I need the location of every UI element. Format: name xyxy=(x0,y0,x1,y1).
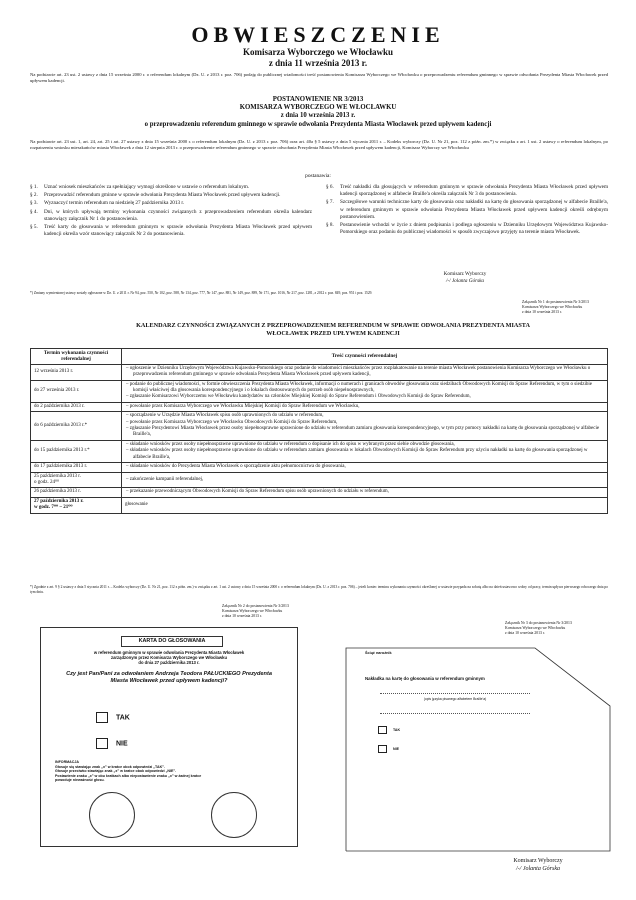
overlay-corner-note: Ściąć narożnik xyxy=(365,651,392,655)
calendar-row xyxy=(31,412,608,441)
calendar-date: do 6 października 2013 r.* xyxy=(31,412,122,441)
resolution-paragraph xyxy=(30,192,312,199)
calendar-footnote: *) Zgodnie z art. 9 § 2 ustawy z dnia 5 stycznia 2011 r. – Kodeks wyborczy (Dz. U. Nr 21, poz. 112 z późn. zm.) w związku z art. 1 ust. 2 ustawy z dnia 15 września 2000 r. o referendum lokalnym (Dz. U. z 2013 r. poz. 706) – jeżeli koniec terminu wykonania czynności określonej w ustawie przypada na sobotę albo na dzień ustawowo wolny od pracy, termin upływa pierwszego roboczego dnia po tym dniu. xyxy=(30,585,608,594)
calendar-action xyxy=(122,440,608,462)
ballot-info-line: Postawienie znaku „x” w obu kratkach albo niepostawienie znaku „x” w żadnej kratce powoduje nieważność głosu. xyxy=(55,773,202,783)
resolution-paragraph xyxy=(326,184,608,198)
resolution-basis: Na podstawie art. 23 ust. 1, art. 24, art. 25 i art. 27 ustawy z dnia 15 września 2000 r. o referendum lokalnym (Dz. U. z 2013 r. poz. 706) oraz art. 40a § 5 ustawy z dnia 5 stycznia 2011 r. – Kodeks wyborczy (Dz. U. Nr 21, poz. 112 z późn. zm.*) w związku z art. 1 ust. 2 ustawy o referendum lokalnym, po rozpatrzeniu wniosku mieszkańców miasta Włocławek z dnia 12 sierpnia 2013 r. o przeprowadzenie referendum gminnego w sprawie odwołania Prezydenta Miasta Włocławek przed upływem kadencji, Komisarz Wyborczy we Włocławku xyxy=(30,139,608,151)
calendar-action-item: – składanie wniosków przez osoby niepełnosprawne uprawnione do udziału w referendum o dopisanie ich do spisu w wybranym przez siebie obwodzie głosowania, xyxy=(133,442,604,448)
notice-intro: Na podstawie art. 23 ust. 2 ustawy z dnia 15 września 2000 r. o referendum lokalnym (Dz. U. z 2013 r. poz. 706) podaję do publicznej wiadomości treść postanowienia Komisarza Wyborczego we Włocławku o przeprowadzeniu referendum gminnego w sprawie odwołania Prezydenta Miasta Włocławek przed upływem kadencji. xyxy=(30,72,608,84)
calendar-col-term: Termin wykonania czynności referendalnej xyxy=(31,349,122,365)
resolution-signature xyxy=(420,271,510,285)
calendar-action xyxy=(122,472,608,488)
paragraph-text: Treść nakładki dla głosujących w referendum gminnym w sprawie odwołania Prezydenta Miasta Włocławek przed upływem kadencji sporządzonej w alfabecie Braille'a określa załącznik Nr 3 do postanowienia. xyxy=(340,184,608,198)
calendar-row xyxy=(31,497,608,513)
paragraph-number: § 6. xyxy=(326,184,334,190)
ballot-title: KARTA DO GŁOSOWANIA xyxy=(121,636,223,647)
calendar-date: 25 października 2013 r. o godz. 24⁰⁰ xyxy=(31,472,122,488)
ballot-subtitle-line: do dnia 27 października 2013 r. xyxy=(138,660,200,665)
footer-signature-role: Komisarz Wyborczy xyxy=(513,858,563,864)
paragraph-number: § 5. xyxy=(30,224,38,231)
calendar-row xyxy=(31,380,608,402)
ballot-no-checkbox[interactable] xyxy=(96,738,108,749)
ballot-option-no xyxy=(96,738,128,749)
overlay-line xyxy=(380,713,530,714)
overlay-yes-cutout[interactable] xyxy=(378,726,387,734)
annex1-label xyxy=(522,300,612,314)
calendar-action-item: – powołanie przez Komisarza Wyborczego we Włocławku Obwodowych Komisji do Spraw Referendum, xyxy=(133,420,604,426)
resolution-paragraph xyxy=(326,222,608,236)
paragraph-text: Postanowienie wchodzi w życie z dniem podpisania i podlega ogłoszeniu w Dzienniku Urzędowym Województwa Kujawsko-Pomorskiego oraz podaniu do publicznej wiadomości w sposób zwyczajowo przyjęty na terenie miasta Włocławek. xyxy=(340,222,608,236)
footer-signature-name: /-/ Jolanta Górska xyxy=(516,866,560,872)
paragraph-text: Przeprowadzić referendum gminne w sprawie odwołania Prezydenta Miasta Włocławek przed upływem kadencji. xyxy=(44,192,281,199)
calendar-action xyxy=(122,412,608,441)
annex2-label xyxy=(222,604,312,618)
signature-name: /-/ Jolanta Górska xyxy=(445,278,485,284)
annex1-label-line: z dnia 10 września 2013 r. xyxy=(522,309,562,314)
calendar-table xyxy=(30,348,608,514)
calendar-action xyxy=(122,364,608,380)
calendar-col-action: Treść czynności referendalnej xyxy=(122,349,608,365)
calendar-date: do 17 października 2013 r. xyxy=(31,463,122,472)
resolution-paragraph xyxy=(30,224,312,238)
resolution-paragraph xyxy=(326,199,608,221)
calendar-action-item: – ogłoszenie w Dzienniku Urzędowym Województwa Kujawsko-Pomorskiego oraz podanie do wiadomości mieszkańców przez rozplakatowanie na terenie miasta Włocławek postanowienia Komisarza Wyborczego we Włocławku o przeprowadzeniu referendum gminnego w sprawie odwołania Prezydenta Miasta Włocławek przed upływem kadencji, xyxy=(133,366,604,379)
notice-issuer: Komisarza Wyborczego we Włocławku xyxy=(243,47,393,57)
calendar-action xyxy=(122,488,608,497)
paragraph-text: Szczegółowe warunki techniczne karty do głosowania oraz nakładki na kartę do głosowania sporządzonej w alfabecie Braille'a, w referendum gminnym w sprawie odwołania Prezydenta Miasta Włocławek przed upływem kadencji określi odrębnym postanowieniem. xyxy=(340,199,608,220)
overlay-braille-note: (opis języka pisanego alfabetem Braille'a) xyxy=(423,697,487,701)
calendar-action-item: – składanie wniosków przez osoby niepełnosprawne uprawnione do udziału w referendum zamiaru głosowania w lokalach Obwodowych Komisji do Spraw Referendum przy użyciu nakładki na kartę do głosowania sporządzonej w alfabecie Braille'a, xyxy=(133,448,604,461)
calendar-action xyxy=(122,497,608,513)
calendar-row xyxy=(31,402,608,411)
ballot-no-label: NIE xyxy=(116,740,128,748)
ballot-info-title: INFORMACJA xyxy=(55,760,79,764)
annex3-label-line: Komisarza Wyborczego we Włocławku xyxy=(505,625,566,630)
overlay-no-cutout[interactable] xyxy=(378,745,387,753)
overlay-no-label: NIE xyxy=(393,746,399,751)
ballot-option-yes xyxy=(96,712,130,723)
overlay-yes-label: TAK xyxy=(393,727,401,732)
ballot-question: Czy jest Pan/Pani za odwołaniem Andrzeja Teodora PAŁUCKIEGO Prezydenta Miasta Włocławek przed upływem kadencji? xyxy=(66,671,272,684)
ballot-info-line: Głosuje się stawiając znak „x” w kratce obok odpowiedzi „TAK”. xyxy=(55,764,165,769)
resolution-paragraph xyxy=(30,209,312,223)
paragraph-number: § 7. xyxy=(326,199,334,206)
annex2-label-line: Komisarza Wyborczego we Włocławku xyxy=(222,608,283,613)
resolution-footnote: *) Zmiany wymienionej ustawy zostały ogłoszone w Dz. U. z 2011 r. Nr 94, poz. 550, Nr 102, poz. 588, Nr 134, poz. 777, Nr 147, poz. 881, Nr 149, poz. 889, Nr 171, poz. 1016, Nr 217, poz. 1281, z 2012 r. poz. 849, poz. 951 i poz. 1529. xyxy=(30,291,373,295)
paragraph-text: Wyznaczyć termin referendum na niedzielę 27 października 2013 r. xyxy=(44,200,185,207)
calendar-date: do 15 października 2013 r.* xyxy=(31,440,122,462)
overlay-braille-line xyxy=(380,693,530,694)
paragraph-number: § 2. xyxy=(30,192,38,199)
resolution-issuer: KOMISARZA WYBORCZEGO WE WŁOCŁAWKU xyxy=(239,104,397,111)
stamp-circle-left xyxy=(89,792,135,838)
calendar-action-item: – zgłaszanie Komisarzowi Wyborczemu we Włocławku kandydatów na członków Miejskiej Komisji do Spraw Referendum i Obwodowych Komisji do Spraw Referendum, xyxy=(133,394,604,400)
calendar-date: 27 października 2013 r. w godz. 7⁰⁰ – 21⁰⁰ xyxy=(31,497,122,513)
calendar-action xyxy=(122,380,608,402)
paragraph-number: § 8. xyxy=(326,222,334,229)
notice-date: z dnia 11 września 2013 r. xyxy=(268,58,368,68)
annex3-label xyxy=(505,621,605,635)
ballot-subtitle-line: w referendum gminnym w sprawie odwołania Prezydenta Miasta Włocławek xyxy=(93,650,245,655)
calendar-action-item: – składanie wniosków do Prezydenta Miasta Włocławek o sporządzenie aktu pełnomocnictwa do głosowania, xyxy=(133,464,604,470)
resolution-decides: postanawia: xyxy=(305,173,331,179)
paragraph-number: § 3. xyxy=(30,200,38,207)
annex3-label-line: z dnia 10 września 2013 r. xyxy=(505,630,545,635)
calendar-row xyxy=(31,472,608,488)
paragraph-text: Treść karty do głosowania w referendum gminnym w sprawie odwołania Prezydenta Miasta Włocławek przed upływem kadencji określa wzór stanowiący załącznik Nr 2 do postanowienia. xyxy=(44,224,312,238)
paragraph-text: Dni, w których upływają terminy wykonania czynności związanych z przeprowadzeniem referendum określa kalendarz stanowiący załącznik Nr 1 do postanowienia. xyxy=(44,208,312,222)
ballot-yes-checkbox[interactable] xyxy=(96,712,108,723)
calendar-row xyxy=(31,463,608,472)
ballot-info xyxy=(55,760,215,783)
calendar-action-item: – zgłaszanie Prezydentowi Miasta Włocławek przez osoby niepełnosprawne uprawnione do udziału w referendum zamiaru głosowania korespondencyjnego, w tym przy pomocy nakładki na kartę do głosowania sporządzonej w alfabecie Braille'a, xyxy=(133,426,604,439)
resolution-subject: o przeprowadzeniu referendum gminnego w sprawie odwołania Prezydenta Miasta Włocławek przed upływem kadencji xyxy=(144,121,492,128)
resolution-paragraph xyxy=(30,184,312,191)
resolution-title: POSTANOWIENIE NR 3/2013 xyxy=(272,96,364,103)
overlay-title: Nakładka na kartę do głosowania w referendum gminnym xyxy=(365,676,485,681)
ballot-yes-label: TAK xyxy=(116,714,130,722)
calendar-row xyxy=(31,488,608,497)
annex2-label-line: z dnia 10 września 2013 r. xyxy=(222,613,262,618)
calendar-date: 12 września 2013 r. xyxy=(31,364,122,380)
notice-title: OBWIESZCZENIE xyxy=(191,22,445,47)
calendar-action-item: – zakończenie kampanii referendalnej, xyxy=(133,477,604,483)
resolution-right-column xyxy=(326,184,608,237)
overlay-option-no xyxy=(378,745,399,753)
calendar-header-row xyxy=(31,349,608,365)
calendar-action-item: – powołanie przez Komisarza Wyborczego we Włocławku Miejskiej Komisji do Spraw Referendum we Włocławku, xyxy=(133,404,604,410)
signature-role: Komisarz Wyborczy xyxy=(443,271,487,277)
calendar-date: do 2 października 2013 r. xyxy=(31,402,122,411)
calendar-date: do 27 września 2013 r. xyxy=(31,380,122,402)
annex1-label-line: Załącznik Nr 1 do postanowienia Nr 3/2013 xyxy=(522,300,589,304)
annex1-title: KALENDARZ CZYNNOŚCI ZWIĄZANYCH Z PRZEPROWADZENIEM REFERENDUM W SPRAWIE ODWOŁANIA PREZYDENTA MIASTA WŁOCŁAWEK PRZED UPŁYWEM KADENCJI xyxy=(136,322,530,337)
calendar-action-item: – sporządzenie w Urzędzie Miasta Włocławek spisu osób uprawnionych do udziału w referendum, xyxy=(133,413,604,419)
ballot-subtitle xyxy=(61,650,277,665)
paragraph-text: Uznać wniosek mieszkańców za spełniający wymogi określone w ustawie o referendum lokalnym. xyxy=(44,184,250,190)
paragraph-number: § 1. xyxy=(30,184,38,190)
calendar-action-item: – podanie do publicznej wiadomości, w formie obwieszczenia Prezydenta Miasta Włocławek, informacji o numerach i granicach obwodów głosowania oraz siedzibach Obwodowych Komisji do Spraw Referendum, w tym o siedzibie komisji właściwej dla głosowania korespondencyjnego i o lokalach dostosowanych do potrzeb osób niepełnosprawnych, xyxy=(133,382,604,395)
resolution-left-column xyxy=(30,184,312,239)
calendar-action-item: – przekazanie przewodniczącym Obwodowych Komisji do Spraw Referendum spisu osób uprawnionych do udziału w referendum, xyxy=(133,489,604,495)
ballot-card xyxy=(40,627,298,847)
calendar-row xyxy=(31,440,608,462)
annex1-label-line: Komisarza Wyborczego we Włocławku xyxy=(522,304,583,309)
calendar-date: 26 października 2013 r. xyxy=(31,488,122,497)
stamp-circle-right xyxy=(211,792,257,838)
paragraph-number: § 4. xyxy=(30,208,38,215)
footer-signature xyxy=(488,857,588,873)
calendar-row xyxy=(31,364,608,380)
calendar-action xyxy=(122,463,608,472)
resolution-date: z dnia 10 września 2013 r. xyxy=(280,112,356,119)
ballot-info-line: Głosuje przeciwko stawiając znak „x” w kratce obok odpowiedzi „NIE”. xyxy=(55,769,177,774)
annex3-label-line: Załącznik Nr 3 do postanowienia Nr 3/2013 xyxy=(505,621,572,625)
ballot-subtitle-line: zarządzonym przez Komisarza Wyborczego we Włocławku xyxy=(110,655,228,660)
calendar-action xyxy=(122,402,608,411)
overlay-option-yes xyxy=(378,726,400,734)
calendar-action-item: głosowanie xyxy=(125,501,148,507)
annex2-label-line: Załącznik Nr 2 do postanowienia Nr 3/2013 xyxy=(222,604,289,608)
braille-overlay-frame xyxy=(345,636,611,852)
resolution-paragraph xyxy=(30,200,312,207)
